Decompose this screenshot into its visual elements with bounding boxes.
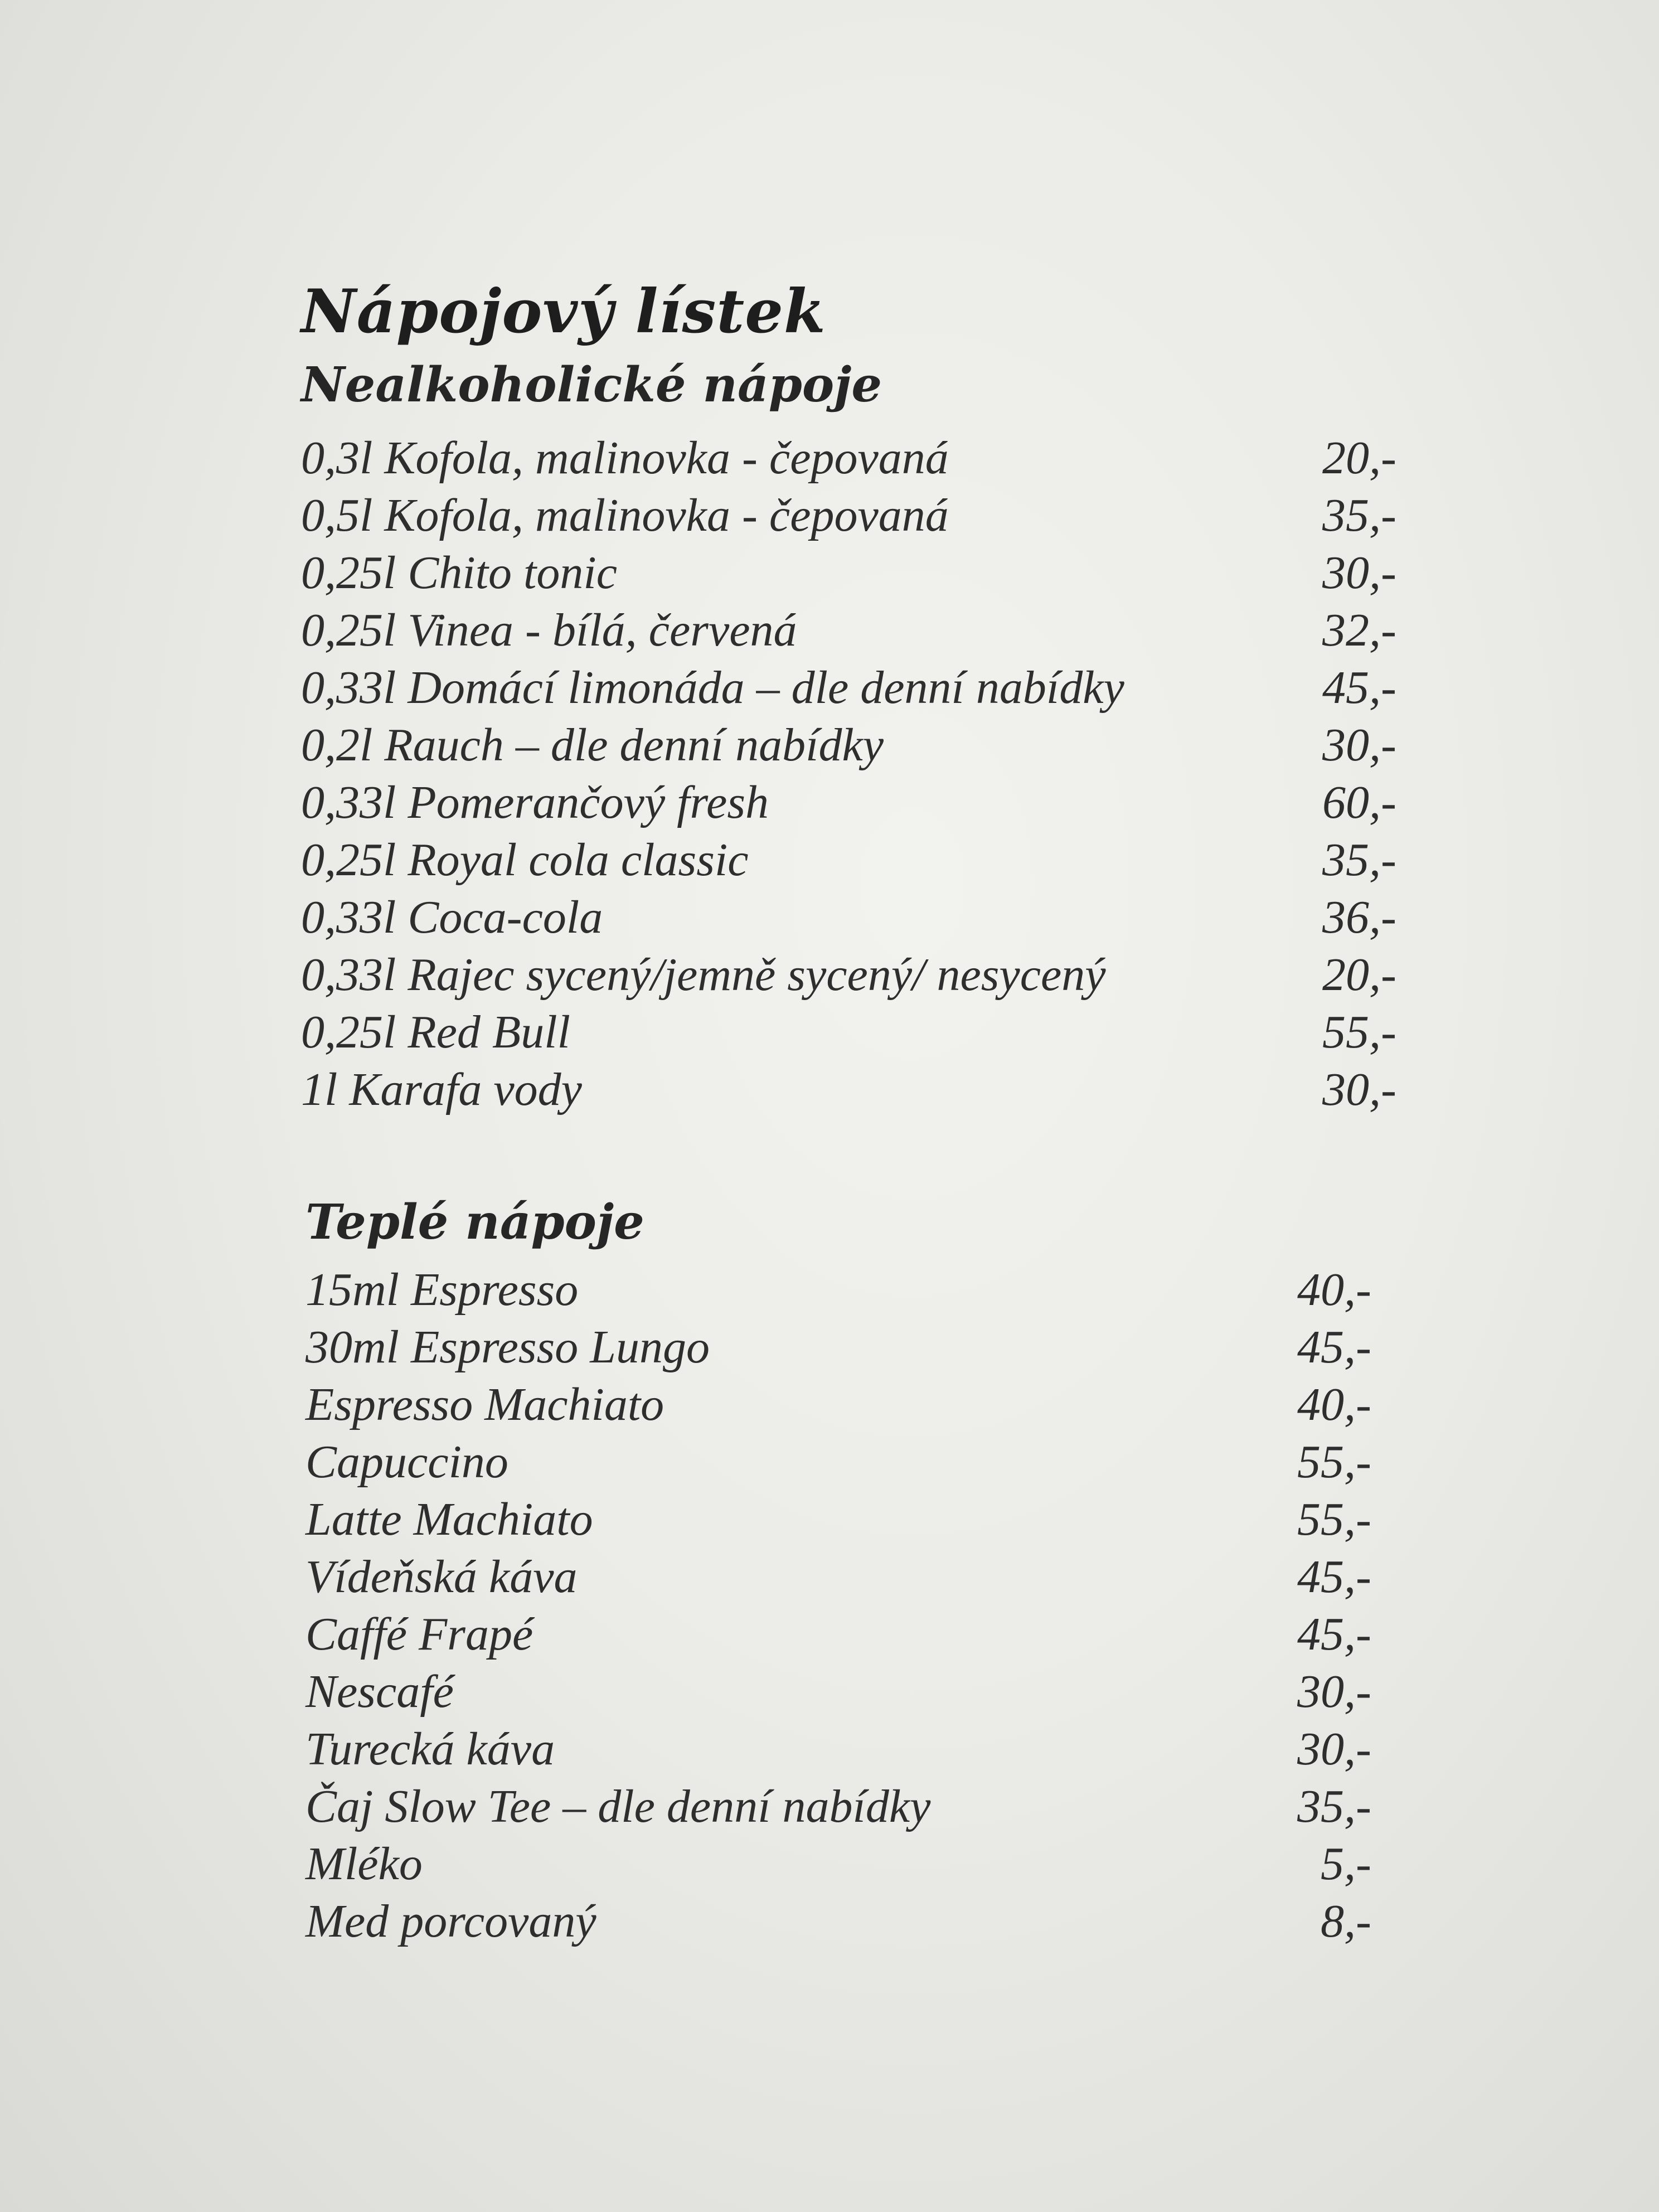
- item-price: 20,-: [1322, 432, 1396, 484]
- item-name: 0,33l Coca-cola: [301, 891, 603, 943]
- item-price: 30,-: [1297, 1723, 1371, 1775]
- item-price: 8,-: [1321, 1895, 1371, 1947]
- item-name: Med porcovaný: [305, 1895, 596, 1947]
- list-item: [301, 831, 1396, 889]
- item-name: Vídeňská káva: [305, 1551, 578, 1603]
- list-item: [301, 601, 1396, 659]
- item-name: Nescafé: [305, 1666, 454, 1718]
- item-price: 35,-: [1322, 489, 1396, 541]
- item-name: Čaj Slow Tee – dle denní nabídky: [305, 1781, 931, 1832]
- item-name: Turecká káva: [305, 1723, 555, 1775]
- item-price: 30,-: [1322, 1064, 1396, 1115]
- list-item: [301, 544, 1396, 601]
- item-name: 0,33l Domácí limonáda – dle denní nabídky: [301, 662, 1124, 714]
- item-name: 0,25l Chito tonic: [301, 547, 617, 599]
- item-price: 55,-: [1322, 1006, 1396, 1058]
- list-item: [305, 1433, 1371, 1491]
- item-price: 55,-: [1297, 1436, 1371, 1488]
- list-item: [301, 1061, 1396, 1118]
- item-name: 0,3l Kofola, malinovka - čepovaná: [301, 432, 949, 484]
- list-item: [301, 659, 1396, 716]
- list-item: [305, 1835, 1371, 1893]
- item-name: 30ml Espresso Lungo: [305, 1321, 710, 1373]
- list-item: [305, 1663, 1371, 1720]
- item-list-nealkoholicke: [301, 429, 1396, 1118]
- list-item: [305, 1491, 1371, 1548]
- item-list-teple: [305, 1261, 1371, 1950]
- item-price: 35,-: [1297, 1781, 1371, 1832]
- item-name: Capuccino: [305, 1436, 508, 1488]
- list-item: [305, 1893, 1371, 1950]
- list-item: [305, 1720, 1371, 1778]
- list-item: [301, 487, 1396, 544]
- list-item: [301, 774, 1396, 831]
- section-title-teple: Teplé nápoje: [305, 1194, 644, 1250]
- item-name: 0,25l Royal cola classic: [301, 834, 749, 886]
- item-price: 35,-: [1322, 834, 1396, 886]
- item-name: 0,2l Rauch – dle denní nabídky: [301, 719, 884, 771]
- item-price: 45,-: [1322, 662, 1396, 714]
- item-price: 55,-: [1297, 1493, 1371, 1545]
- item-name: 0,33l Rajec sycený/jemně sycený/ nesycený: [301, 949, 1106, 1001]
- item-name: Mléko: [305, 1838, 423, 1890]
- section-title-nealkoholicke: Nealkoholické nápoje: [301, 357, 882, 413]
- list-item: [301, 946, 1396, 1003]
- item-name: 1l Karafa vody: [301, 1064, 582, 1115]
- list-item: [301, 716, 1396, 774]
- item-price: 45,-: [1297, 1321, 1371, 1373]
- item-price: 45,-: [1297, 1551, 1371, 1603]
- item-price: 60,-: [1322, 777, 1396, 828]
- item-name: 0,5l Kofola, malinovka - čepovaná: [301, 489, 949, 541]
- item-name: 0,33l Pomerančový fresh: [301, 777, 769, 828]
- item-price: 30,-: [1297, 1666, 1371, 1718]
- item-price: 40,-: [1297, 1379, 1371, 1430]
- item-name: 15ml Espresso: [305, 1264, 579, 1316]
- item-name: 0,25l Vinea - bílá, červená: [301, 604, 797, 656]
- item-price: 36,-: [1322, 891, 1396, 943]
- list-item: [305, 1548, 1371, 1605]
- list-item: [305, 1778, 1371, 1835]
- list-item: [305, 1261, 1371, 1318]
- item-price: 5,-: [1321, 1838, 1371, 1890]
- item-name: Espresso Machiato: [305, 1379, 664, 1430]
- list-item: [301, 889, 1396, 946]
- list-item: [301, 1003, 1396, 1061]
- item-price: 32,-: [1322, 604, 1396, 656]
- item-price: 30,-: [1322, 719, 1396, 771]
- item-name: 0,25l Red Bull: [301, 1006, 570, 1058]
- menu-title: Nápojový lístek: [301, 276, 826, 347]
- item-price: 30,-: [1322, 547, 1396, 599]
- item-name: Caffé Frapé: [305, 1608, 533, 1660]
- item-name: Latte Machiato: [305, 1493, 593, 1545]
- list-item: [301, 429, 1396, 487]
- list-item: [305, 1318, 1371, 1376]
- item-price: 45,-: [1297, 1608, 1371, 1660]
- list-item: [305, 1376, 1371, 1433]
- item-price: 40,-: [1297, 1264, 1371, 1316]
- list-item: [305, 1605, 1371, 1663]
- item-price: 20,-: [1322, 949, 1396, 1001]
